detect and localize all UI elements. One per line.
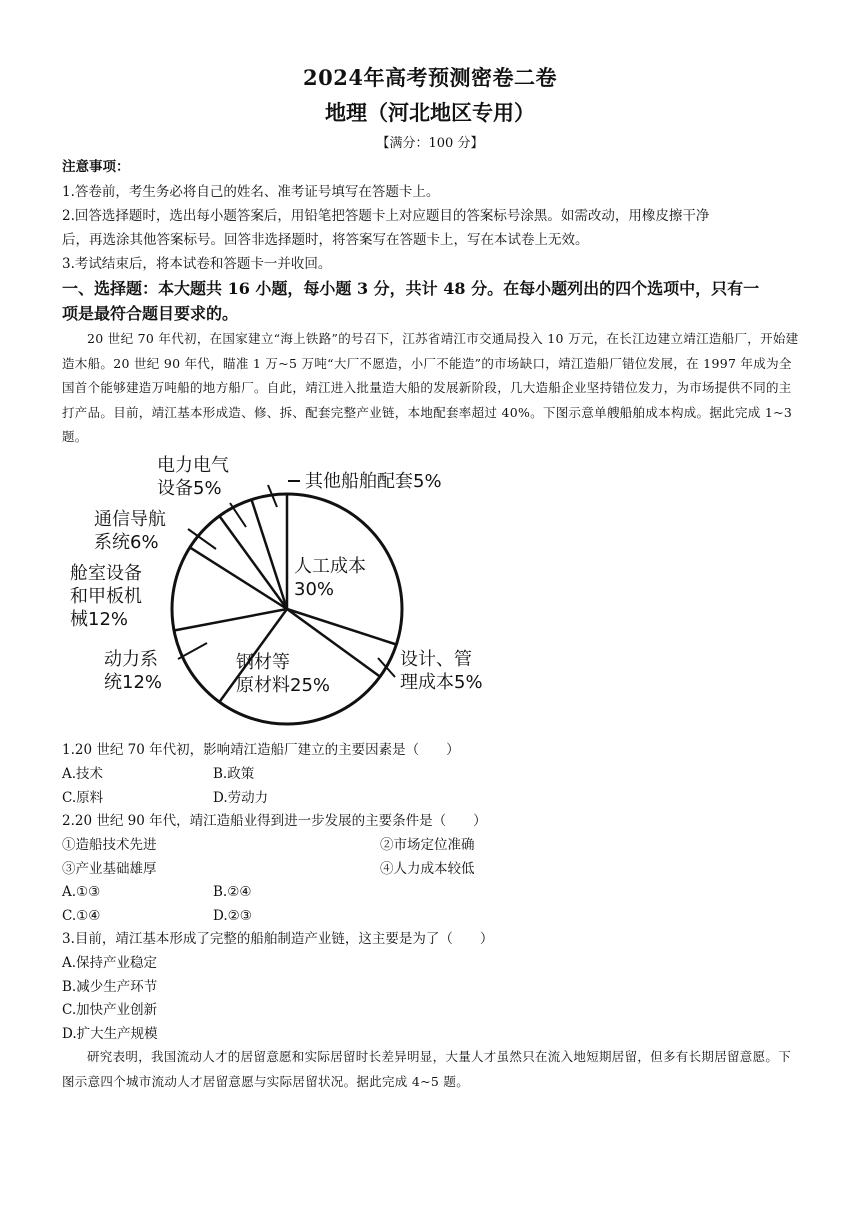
full-score: 【满分：100 分】 <box>376 136 484 151</box>
ship-cost-pie-chart <box>62 445 522 735</box>
q2-statement-2: ②市场定位准确 <box>380 837 475 853</box>
pie-slice-label-2: 设计、管理成本5% <box>400 649 483 693</box>
q1-option-c: C.原料 <box>62 790 104 806</box>
note-item-2-line2: 后，再选涂其他答案标号。回答非选择题时，将答案写在答题卡上，写在本试卷上无效。 <box>62 232 589 248</box>
q1-stem: 1.20 世纪 70 年代初，影响靖江造船厂建立的主要因素是（ ） <box>62 742 460 758</box>
pie-slice-label-8: 其他船舶配套5% <box>305 471 442 492</box>
section-heading-line1: 一、选择题：本大题共 16 小题，每小题 3 分，共计 48 分。在每小题列出的四个选项中，只有一 <box>62 279 760 298</box>
q3-option-a: A.保持产业稳定 <box>62 955 158 971</box>
q2-option-d: D.②③ <box>213 908 252 924</box>
q2-statement-4: ④人力成本较低 <box>380 861 475 877</box>
exam-title: 2024年高考预测密卷二卷 <box>303 65 557 90</box>
q2-stem: 2.20 世纪 90 年代，靖江造船业得到进一步发展的主要条件是（ ） <box>62 813 487 829</box>
pie-slice-label-4: 动力系统12% <box>104 649 163 693</box>
pie-slice-label-5: 舱室设备和甲板机械12% <box>70 563 142 630</box>
q2-option-c: C.①④ <box>62 908 101 924</box>
notes-heading: 注意事项： <box>62 159 130 175</box>
q1-option-b: B.政策 <box>213 766 255 782</box>
q2-statement-3: ③产业基础雄厚 <box>62 861 157 877</box>
note-item-1: 1.答卷前，考生务必将自己的姓名、准考证号填写在答题卡上。 <box>62 184 440 200</box>
passage-1: 20 世纪 70 年代初，在国家建立“海上铁路”的号召下，江苏省靖江市交通局投入 10 万元，在长江边建立靖江造船厂，开始建造木船。20 世纪 90 年代，瞄准 1 万~5 万吨“大厂不愿造，小厂不能造”的市场缺口，靖江造船厂错位发展，在 1997 年成为全国首个能够建造万吨船的地方船厂。自此，靖江进入批量造大船的发展新阶段，几大造船企业坚持错位发力，为市场提供不同的主打产品。目前，靖江基本形成造、修、拆、配套完整产业链，本地配套率超过 40%。下图示意单艘船舶成本构成。据此完成 1~3 题。 <box>62 331 799 444</box>
pie-slice-label-1: 人工成本 30% <box>294 556 366 600</box>
q3-option-d: D.扩大生产规模 <box>62 1026 158 1042</box>
q2-option-a: A.①③ <box>62 884 101 900</box>
pie-slice-label-6: 通信导航系统6% <box>94 509 166 553</box>
q2-statement-1: ①造船技术先进 <box>62 837 157 853</box>
pie-svg <box>62 445 522 735</box>
note-item-2-line1: 2.回答选择题时，选出每小题答案后，用铅笔把答题卡上对应题目的答案标号涂黑。如需改动，用橡皮擦干净 <box>62 208 710 224</box>
section-heading-line2: 项是最符合题目要求的。 <box>62 304 239 323</box>
q3-option-b: B.减少生产环节 <box>62 979 158 995</box>
q3-stem: 3.目前，靖江基本形成了完整的船舶制造产业链，这主要是为了（ ） <box>62 931 494 947</box>
q2-option-b: B.②④ <box>213 884 252 900</box>
q1-option-a: A.技术 <box>62 766 104 782</box>
passage-2: 研究表明，我国流动人才的居留意愿和实际居留时长差异明显，大量人才虽然只在流入地短期居留，但多有长期居留意愿。下图示意四个城市流动人才居留意愿与实际居留状况。据此完成 4~5 题。 <box>62 1049 792 1089</box>
note-item-3: 3.考试结束后，将本试卷和答题卡一并收回。 <box>62 256 332 272</box>
pie-slice-label-3: 钢材等原材料25% <box>236 652 331 696</box>
q1-option-d: D.劳动力 <box>213 790 269 806</box>
pie-slice-label-7: 电力电气设备5% <box>157 455 229 499</box>
q3-option-c: C.加快产业创新 <box>62 1002 158 1018</box>
exam-subtitle: 地理（河北地区专用） <box>325 100 535 125</box>
